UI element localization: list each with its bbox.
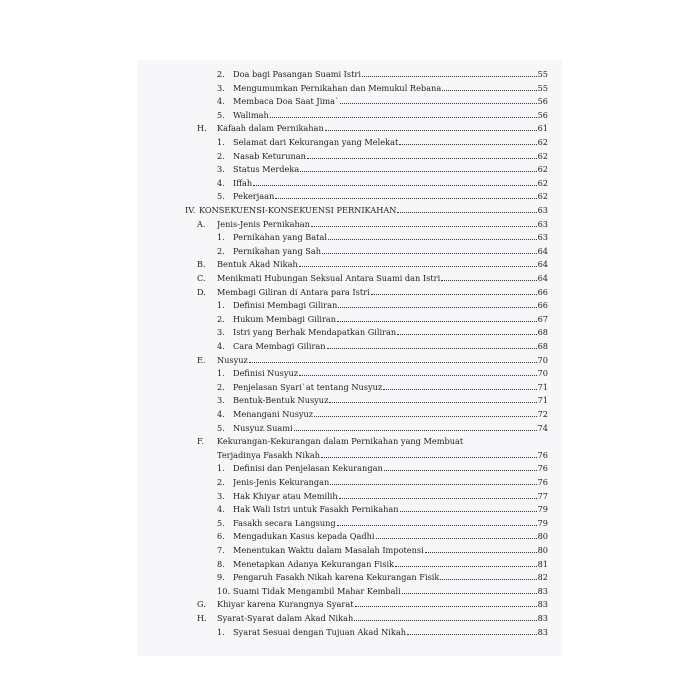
toc-entry — [233, 462, 548, 476]
toc-page-number: 64 — [537, 259, 548, 270]
toc-title: Iffah — [233, 177, 253, 188]
toc-row — [137, 394, 562, 408]
toc-title: Hak Wali Istri untuk Fasakh Pernikahan — [233, 504, 399, 515]
toc-marker: 1. — [217, 232, 225, 243]
toc-page-number: 82 — [537, 572, 548, 583]
toc-marker: 2. — [217, 381, 225, 392]
toc-title: Penjelasan Syari`at tentang Nusyuz — [233, 381, 383, 392]
toc-page-number: 62 — [537, 137, 548, 147]
toc-entry — [233, 490, 548, 504]
dot-leader — [311, 225, 537, 227]
toc-row — [137, 68, 562, 82]
toc-title: Walimah — [233, 109, 269, 120]
toc-marker: H. — [197, 123, 207, 134]
toc-marker: 5. — [217, 422, 225, 433]
toc-title: Nusyuz Suami — [233, 422, 293, 433]
toc-entry — [233, 408, 548, 422]
dot-leader — [355, 605, 537, 607]
dot-leader — [425, 551, 537, 553]
toc-marker: 2. — [217, 150, 225, 161]
toc-entry — [233, 517, 548, 531]
toc-row — [137, 462, 562, 476]
toc-marker: 10. — [217, 585, 231, 596]
toc-title: Membagi Giliran di Antara para Istri — [217, 286, 370, 297]
toc-row — [137, 245, 562, 259]
toc-page-number: 71 — [537, 381, 548, 392]
dot-leader — [402, 592, 537, 594]
dot-leader — [338, 306, 536, 308]
toc-entry — [217, 218, 548, 232]
toc-row — [137, 585, 562, 599]
toc-row — [137, 326, 562, 340]
toc-page-number: 63 — [537, 232, 548, 243]
toc-row — [137, 530, 562, 544]
toc-row — [137, 503, 562, 517]
toc-entry — [217, 286, 548, 300]
toc-marker: 4. — [217, 96, 225, 107]
toc-marker: 2. — [217, 477, 225, 487]
toc-marker: 3. — [217, 82, 225, 93]
toc-title: Pernikahan yang Sah — [233, 245, 322, 256]
toc-entry — [217, 272, 548, 286]
dot-leader — [340, 102, 537, 104]
toc-marker: 4. — [217, 409, 225, 419]
dot-leader — [354, 619, 536, 621]
dot-leader — [329, 401, 536, 403]
dot-leader — [400, 510, 537, 512]
toc-page-number: 71 — [537, 395, 548, 406]
toc-title: Jenis-Jenis Kekurangan — [233, 477, 330, 487]
toc-marker: 1. — [217, 300, 225, 311]
toc-entry — [217, 449, 548, 463]
toc-title: Status Merdeka — [233, 164, 300, 175]
toc-entry — [217, 258, 548, 272]
dot-leader — [371, 293, 537, 295]
toc-marker: E. — [197, 354, 206, 365]
toc-row — [137, 367, 562, 381]
toc-marker: 4. — [217, 177, 225, 188]
toc-row — [137, 122, 562, 136]
toc-page-number: 79 — [537, 517, 548, 528]
toc-row — [137, 136, 562, 150]
toc-page-number: 83 — [537, 599, 548, 610]
toc-title: Mengumumkan Pernikahan dan Memukul Rebana — [233, 82, 442, 93]
toc-row — [137, 204, 562, 218]
dot-leader — [294, 429, 537, 431]
toc-page-number: 55 — [537, 82, 548, 93]
toc-entry — [233, 571, 548, 585]
toc-entry — [233, 558, 548, 572]
toc-marker: F. — [197, 436, 205, 447]
dot-leader — [321, 456, 537, 458]
dot-leader — [300, 170, 536, 172]
toc-row — [137, 272, 562, 286]
toc-title: Bentuk Akad Nikah — [217, 259, 298, 270]
toc-entry — [233, 503, 548, 517]
toc-page-number: 55 — [537, 69, 548, 79]
toc-row — [137, 381, 562, 395]
dot-leader — [383, 388, 536, 390]
dot-leader — [325, 129, 537, 131]
dot-leader — [384, 469, 537, 471]
toc-row — [137, 313, 562, 327]
toc-entry — [217, 354, 548, 368]
toc-entry — [233, 326, 548, 340]
dot-leader — [399, 143, 536, 145]
toc-title: KONSEKUENSI-KONSEKUENSI PERNIKAHAN — [199, 205, 397, 215]
toc-entry — [233, 544, 548, 558]
toc-page-number: 77 — [537, 490, 548, 501]
toc-marker: 1. — [217, 626, 225, 637]
toc-title: Definisi Nusyuz — [233, 368, 299, 379]
toc-row — [137, 258, 562, 272]
toc-marker: 3. — [217, 164, 225, 175]
toc-page-number: 83 — [537, 613, 548, 623]
toc-title: Syarat Sesuai dengan Tujuan Akad Nikah — [233, 626, 406, 637]
toc-page-number: 76 — [537, 463, 548, 474]
toc-marker: B. — [197, 259, 206, 270]
toc-page-number: 62 — [537, 191, 548, 202]
dot-leader — [440, 578, 536, 580]
toc-marker: G. — [197, 599, 206, 610]
toc-page-number: 56 — [537, 109, 548, 120]
toc-title: Menikmati Hubungan Seksual Antara Suami dan Istri — [217, 273, 441, 283]
toc-row — [137, 286, 562, 300]
toc-page-number: 64 — [537, 245, 548, 256]
toc-title: Selamat dari Kekurangan yang Melekat — [233, 137, 399, 147]
toc-row — [137, 408, 562, 422]
toc-row — [137, 218, 562, 232]
toc-title: Doa bagi Pasangan Suami Istri — [233, 69, 361, 79]
document-page — [137, 60, 562, 656]
toc-row — [137, 109, 562, 123]
toc-page-number: 76 — [537, 477, 548, 487]
toc-marker: 1. — [217, 463, 225, 474]
toc-marker: 1. — [217, 137, 225, 147]
toc-page-number: 68 — [537, 327, 548, 338]
dot-leader — [339, 497, 537, 499]
toc-title: Kafaah dalam Pernikahan — [217, 123, 324, 134]
toc-entry — [233, 585, 548, 599]
dot-leader — [362, 75, 537, 77]
toc-row — [137, 231, 562, 245]
toc-title: Cara Membagi Giliran — [233, 341, 326, 351]
dot-leader — [337, 524, 537, 526]
toc-title: Definisi Membagi Giliran — [233, 300, 338, 311]
dot-leader — [275, 197, 536, 199]
toc-title: Pengaruh Fasakh Nikah karena Kekurangan Fisik — [233, 572, 440, 583]
dot-leader — [249, 361, 537, 363]
toc-entry — [233, 367, 548, 381]
toc-marker: 5. — [217, 517, 225, 528]
toc-entry — [233, 177, 548, 191]
toc-entry — [233, 476, 548, 490]
toc-row — [137, 150, 562, 164]
toc-row — [137, 544, 562, 558]
toc-title: Khiyar karena Kurangnya Syarat — [217, 599, 354, 610]
dot-leader — [442, 89, 536, 91]
toc-entry — [199, 204, 548, 218]
toc-page-number: 64 — [537, 273, 548, 283]
toc-page-number: 70 — [537, 354, 548, 365]
toc-entry — [217, 122, 548, 136]
toc-row — [137, 612, 562, 626]
toc-row — [137, 422, 562, 436]
toc-row — [137, 449, 562, 463]
toc-page-number: 76 — [537, 449, 548, 460]
toc-marker: 4. — [217, 504, 225, 515]
toc-page-number: 81 — [537, 558, 548, 569]
toc-page-number: 62 — [537, 150, 548, 161]
toc-entry — [233, 626, 548, 640]
toc-page-number: 79 — [537, 504, 548, 515]
toc-entry — [233, 82, 548, 96]
toc-entry — [233, 381, 548, 395]
toc-marker: D. — [197, 286, 206, 297]
toc-row — [137, 82, 562, 96]
toc-entry — [233, 190, 548, 204]
toc-entry — [233, 150, 548, 164]
toc-marker: IV. — [185, 205, 196, 215]
toc-row — [137, 558, 562, 572]
dot-leader — [397, 333, 536, 335]
toc-entry — [233, 95, 548, 109]
toc-title: Mengadukan Kasus kepada Qadhi — [233, 531, 375, 542]
toc-row — [137, 626, 562, 640]
toc-row — [137, 163, 562, 177]
toc-page-number: 61 — [537, 123, 548, 134]
toc-marker: C. — [197, 273, 206, 283]
toc-marker: 2. — [217, 245, 225, 256]
toc-entry — [217, 612, 548, 626]
toc-entry — [233, 231, 548, 245]
toc-marker: 3. — [217, 395, 225, 406]
toc-marker: 4. — [217, 341, 225, 351]
dot-leader — [330, 483, 536, 485]
toc-title: Syarat-Syarat dalam Akad Nikah — [217, 613, 354, 623]
toc-entry — [233, 136, 548, 150]
toc-title: Hak Khiyar atau Memilih — [233, 490, 338, 501]
toc-page-number: 63 — [537, 218, 548, 229]
toc-marker: 5. — [217, 109, 225, 120]
toc-title: Menangani Nusyuz — [233, 409, 314, 419]
toc-entry — [233, 394, 548, 408]
dot-leader — [314, 415, 536, 417]
toc-marker: 3. — [217, 327, 225, 338]
toc-row — [137, 95, 562, 109]
toc-title: Hukum Membagi Giliran — [233, 313, 337, 324]
dot-leader — [407, 633, 537, 635]
toc-row — [137, 598, 562, 612]
dot-leader — [299, 374, 537, 376]
toc-marker: 1. — [217, 368, 225, 379]
toc-page-number: 70 — [537, 368, 548, 379]
toc-entry — [217, 598, 548, 612]
toc-row — [137, 299, 562, 313]
dot-leader — [328, 238, 537, 240]
toc-title: Menetapkan Adanya Kekurangan Fisik — [233, 558, 395, 569]
toc-entry — [233, 245, 548, 259]
toc-page-number: 66 — [537, 286, 548, 297]
toc-page-number: 83 — [537, 585, 548, 596]
toc-row — [137, 571, 562, 585]
toc-title: Membaca Doa Saat Jima` — [233, 96, 340, 107]
dot-leader — [376, 537, 537, 539]
toc-marker: 8. — [217, 558, 225, 569]
toc-title: Nusyuz — [217, 354, 248, 365]
toc-row — [137, 476, 562, 490]
toc-page-number: 67 — [537, 313, 548, 324]
toc-page-number: 62 — [537, 164, 548, 175]
toc-title: Terjadinya Fasakh Nikah — [217, 449, 321, 460]
toc-row — [137, 490, 562, 504]
toc-row — [137, 517, 562, 531]
toc-page-number: 66 — [537, 300, 548, 311]
toc-row — [137, 190, 562, 204]
toc-marker: A. — [197, 218, 206, 229]
toc-marker: 3. — [217, 490, 225, 501]
toc-marker: 9. — [217, 572, 225, 583]
toc-page-number: 68 — [537, 341, 548, 351]
toc-page-number: 56 — [537, 96, 548, 107]
toc-title: Bentuk-Bentuk Nusyuz — [233, 395, 329, 406]
toc-entry — [233, 530, 548, 544]
dot-leader — [441, 279, 536, 281]
dot-leader — [307, 157, 537, 159]
toc-entry — [233, 163, 548, 177]
toc-page-number: 62 — [537, 177, 548, 188]
dot-leader — [253, 184, 536, 186]
dot-leader — [270, 116, 537, 118]
toc-title: Pernikahan yang Batal — [233, 232, 327, 243]
toc-row — [137, 435, 562, 449]
toc-marker: 7. — [217, 545, 225, 555]
toc-entry — [233, 313, 548, 327]
toc-entry — [233, 68, 548, 82]
toc-entry — [233, 422, 548, 436]
dot-leader — [322, 252, 537, 254]
toc-page-number: 63 — [537, 205, 548, 215]
toc-title: Definisi dan Penjelasan Kekurangan — [233, 463, 383, 474]
toc-page-number: 72 — [537, 409, 548, 419]
toc-title: Pekerjaan — [233, 191, 275, 202]
toc-title: Nasab Keturunan — [233, 150, 306, 161]
toc-row — [137, 340, 562, 354]
toc-page-number: 80 — [537, 545, 548, 555]
toc-marker: 2. — [217, 313, 225, 324]
dot-leader — [397, 211, 536, 213]
toc-marker: 6. — [217, 531, 225, 542]
toc-page-number: 80 — [537, 531, 548, 542]
toc-title: Fasakh secara Langsung — [233, 517, 336, 528]
toc-page-number: 83 — [537, 626, 548, 637]
toc-entry — [233, 299, 548, 313]
toc-row — [137, 177, 562, 191]
toc-marker: 2. — [217, 69, 225, 79]
toc-title: Suami Tidak Mengambil Mahar Kembali — [233, 585, 401, 596]
toc-page-number: 74 — [537, 422, 548, 433]
toc-marker: 5. — [217, 191, 225, 202]
toc-title: Jenis-Jenis Pernikahan — [217, 218, 310, 229]
toc-title: Istri yang Berhak Mendapatkan Giliran — [233, 327, 397, 338]
dot-leader — [395, 565, 537, 567]
dot-leader — [327, 347, 537, 349]
toc-title: Kekurangan-Kekurangan dalam Pernikahan yang Membuat — [217, 436, 464, 447]
table-of-contents — [137, 68, 562, 652]
dot-leader — [337, 320, 537, 322]
toc-entry — [233, 340, 548, 354]
toc-entry — [233, 109, 548, 123]
toc-row — [137, 354, 562, 368]
toc-title: Menentukan Waktu dalam Masalah Impotensi — [233, 545, 424, 555]
dot-leader — [299, 265, 537, 267]
toc-marker: H. — [197, 613, 207, 623]
